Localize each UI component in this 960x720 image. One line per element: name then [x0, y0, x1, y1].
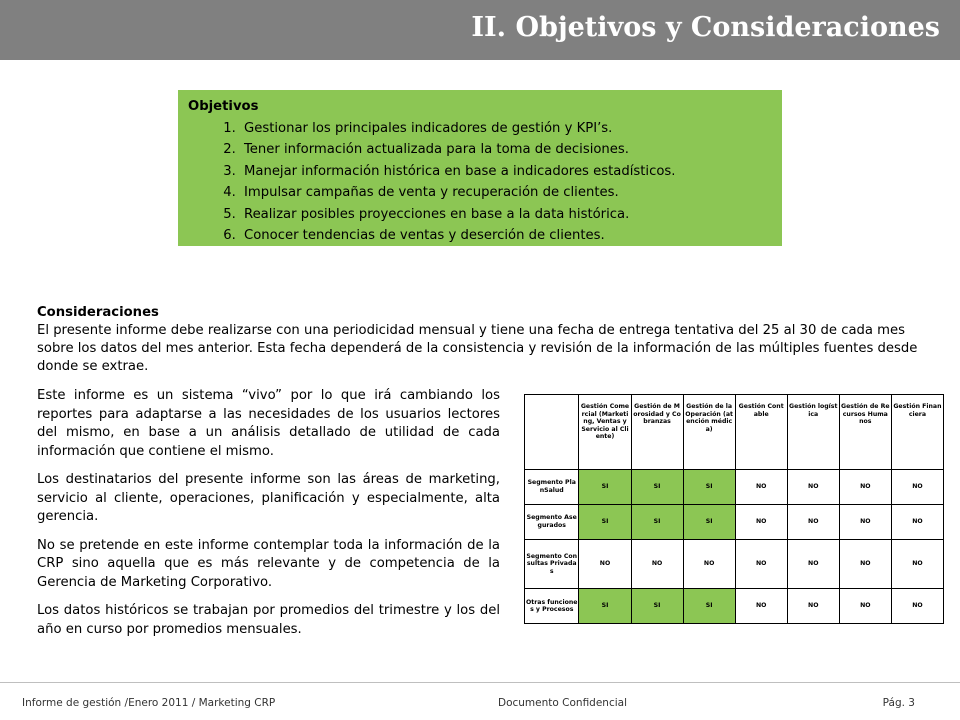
matrix-cell: NO [683, 539, 735, 588]
matrix-cell: NO [735, 504, 787, 539]
management-matrix [524, 394, 944, 624]
body-text [37, 387, 500, 649]
page-title: II. Objetivos y Consideraciones [471, 12, 940, 43]
matrix-column-header: Gestión Financiera [891, 395, 943, 470]
matrix-cell: NO [891, 539, 943, 588]
matrix-cell: SI [683, 589, 735, 624]
body-paragraph: No se pretende en este informe contemplar toda la información de la CRP sino aquella que es más relevante y de competencia de la Gerencia de Marketing Corporativo. [37, 537, 500, 590]
matrix-cell: NO [891, 504, 943, 539]
objective-item: 3. Manejar información histórica en base a indicadores estadísticos. [240, 161, 772, 183]
matrix-cell: NO [839, 589, 891, 624]
body-paragraph: Este informe es un sistema “vivo” por lo que irá cambiando los reportes para adaptarse a las necesidades de los usuarios lectores del mismo, en base a un análisis detallado de utilidad de cada información que contiene el mismo. [37, 388, 500, 459]
matrix-cell: SI [683, 470, 735, 505]
matrix-cell: NO [839, 504, 891, 539]
matrix-row-header: Segmento Consultas Privadas [525, 539, 579, 588]
matrix-cell: NO [735, 470, 787, 505]
body-paragraph: Los destinatarios del presente informe son las áreas de marketing, servicio al cliente, operaciones, planificación y especialmente, alta gerencia. [37, 472, 500, 524]
matrix-column-header: Gestión de Morosidad y Cobranzas [631, 395, 683, 470]
footer-center: Documento Confidencial [498, 697, 628, 709]
matrix-column-header: Gestión Contable [735, 395, 787, 470]
matrix-column-header: Gestión de la Operación (atención médica) [683, 395, 735, 470]
objective-item: 5. Realizar posibles proyecciones en base a la data histórica. [240, 204, 772, 226]
matrix-column-header: Gestión Comercial (Marketing, Ventas y Servicio al Cliente) [579, 395, 631, 470]
matrix-cell: SI [683, 504, 735, 539]
header-bar [0, 0, 960, 60]
objective-item: 4. Impulsar campañas de venta y recuperación de clientes. [240, 182, 772, 204]
matrix-row [525, 504, 944, 539]
objective-item: 6. Conocer tendencias de ventas y deserción de clientes. [240, 225, 772, 247]
matrix-cell: NO [787, 504, 839, 539]
matrix-cell: SI [631, 589, 683, 624]
matrix-row [525, 470, 944, 505]
matrix-cell: NO [631, 539, 683, 588]
matrix-row-header: Segmento PlanSalud [525, 470, 579, 505]
matrix-cell: SI [579, 470, 631, 505]
matrix-cell: NO [579, 539, 631, 588]
considerations-title: Consideraciones [37, 305, 159, 320]
matrix-column-header: Gestión de Recursos Humanos [839, 395, 891, 470]
objective-item: 1. Gestionar los principales indicadores de gestión y KPI’s. [240, 118, 772, 140]
matrix-cell: SI [579, 504, 631, 539]
objectives-title: Objetivos [188, 99, 259, 114]
matrix-cell: NO [787, 539, 839, 588]
footer-divider [0, 682, 960, 683]
matrix-cell: SI [579, 589, 631, 624]
objectives-box [178, 90, 782, 246]
matrix-column-header: Gestión logística [787, 395, 839, 470]
considerations-section [37, 304, 932, 376]
matrix-row-header: Segmento Asegurados [525, 504, 579, 539]
matrix-cell: NO [787, 470, 839, 505]
matrix-corner-cell [525, 395, 579, 470]
matrix-cell: SI [631, 504, 683, 539]
matrix-cell: NO [735, 539, 787, 588]
matrix-row [525, 539, 944, 588]
matrix-cell: NO [891, 589, 943, 624]
matrix-table [524, 394, 944, 624]
matrix-cell: NO [839, 539, 891, 588]
footer-left: Informe de gestión /Enero 2011 / Marketing CRP [22, 697, 276, 709]
matrix-row [525, 589, 944, 624]
footer-page-number: Pág. 3 [882, 697, 915, 709]
body-paragraph: Los datos históricos se trabajan por promedios del trimestre y los del año en curso por promedios mensuales. [37, 603, 500, 637]
matrix-cell: NO [787, 589, 839, 624]
matrix-cell: SI [631, 470, 683, 505]
matrix-cell: NO [735, 589, 787, 624]
matrix-row-header: Otras funciones y Procesos [525, 589, 579, 624]
objective-item: 2. Tener información actualizada para la toma de decisiones. [240, 139, 772, 161]
considerations-text: El presente informe debe realizarse con una periodicidad mensual y tiene una fecha de entrega tentativa del 25 al 30 de cada mes sobre los datos del mes anterior. Esta fecha dependerá de la consistencia y revisión de la información de las múltiples fuentes desde donde se extrae. [37, 323, 918, 374]
matrix-cell: NO [891, 470, 943, 505]
objectives-list [188, 118, 772, 247]
matrix-cell: NO [839, 470, 891, 505]
